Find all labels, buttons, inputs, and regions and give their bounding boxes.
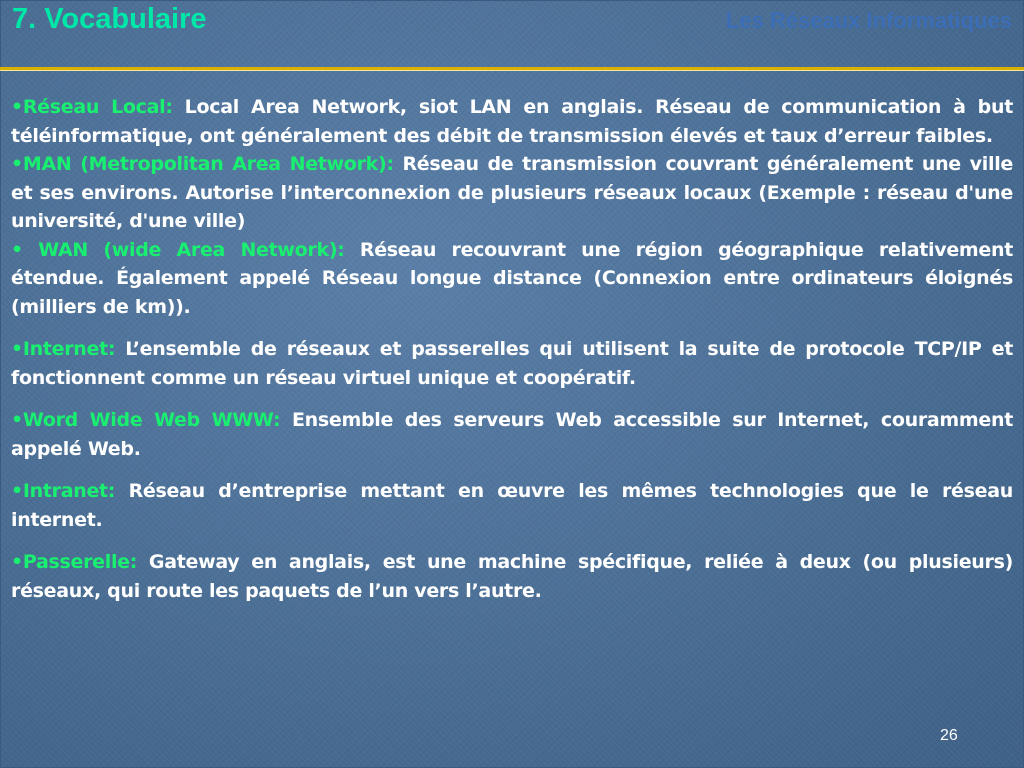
vocabulary-entry-reseau-local [11, 93, 1013, 150]
title-divider-highlight [0, 70, 1024, 71]
term-intranet: •Intranet: [11, 480, 116, 502]
vocabulary-entry-man [11, 150, 1013, 236]
definition-www: Ensemble des serveurs Web accessible sur Internet, couramment appelé Web. [11, 409, 1014, 460]
vocabulary-entry-passerelle [11, 548, 1013, 605]
definition-internet: L’ensemble de réseaux et passerelles qui utilisent la suite de protocole TCP/IP et fonctionnent comme un réseau virtuel unique et coopératif. [11, 338, 1013, 389]
definition-reseau-local: Local Area Network, siot LAN en anglais. Réseau de communication à but téléinformatique, ont généralement des débit de transmission élevés et taux d’erreur faibles. [11, 96, 1013, 147]
slide-header-subtitle: Les Réseaux Informatiques [725, 8, 1012, 33]
vocabulary-entry-internet [11, 335, 1013, 392]
definition-intranet: Réseau d’entreprise mettant en œuvre les mêmes technologies que le réseau internet. [11, 480, 1013, 531]
vocabulary-entry-wan [11, 236, 1013, 322]
term-reseau-local: •Réseau Local: [11, 96, 173, 118]
definition-man: Réseau de transmission couvrant généralement une ville et ses environs. Autorise l’interconnexion de plusieurs réseaux locaux (Exemple : réseau d'une université, d'une ville) [11, 153, 1013, 232]
term-man: •MAN (Metropolitan Area Network): [11, 153, 394, 175]
definition-passerelle: Gateway en anglais, est une machine spécifique, reliée à deux (ou plusieurs) réseaux, qui route les paquets de l’un vers l’autre. [11, 551, 1013, 602]
term-passerelle: •Passerelle: [11, 551, 138, 573]
page-number: 26 [940, 727, 958, 744]
term-www: •Word Wide Web WWW: [11, 409, 281, 431]
slide-title: 7. Vocabulaire [12, 3, 207, 35]
vocabulary-entry-www [11, 406, 1013, 463]
vocabulary-entry-intranet [11, 477, 1013, 534]
definition-wan: Réseau recouvrant une région géographique relativement étendue. Également appelé Réseau longue distance (Connexion entre ordinateurs éloignés (milliers de km)). [11, 238, 1013, 318]
term-wan: • WAN (wide Area Network): [11, 238, 345, 261]
vocabulary-list [11, 93, 1013, 605]
term-internet: •Internet: [11, 338, 116, 360]
